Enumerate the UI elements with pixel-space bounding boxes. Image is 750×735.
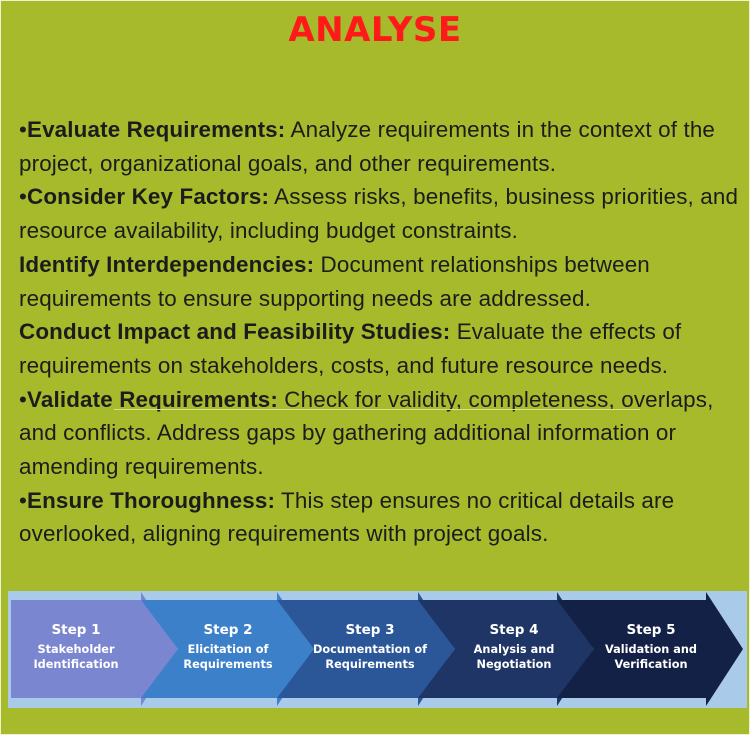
point-text: Analyze requirements in the context of the project, organizational goals, and other requirements. [19, 117, 716, 176]
step-subtitle [160, 642, 296, 672]
step-line: Elicitation of [187, 643, 269, 656]
bullet: • [19, 117, 27, 142]
point-label: Identify Interdependencies: [19, 251, 315, 277]
step-title: Step 1 [51, 622, 101, 638]
page-title: ANALYSE [288, 10, 462, 50]
point-label: Validate Requirements: [27, 386, 278, 412]
step-title: Step 5 [626, 622, 676, 638]
point-evaluate-requirements [19, 113, 739, 180]
step-subtitle [576, 642, 726, 672]
point-label: Conduct Impact and Feasibility Studies: [19, 319, 451, 345]
step-title: Step 3 [345, 622, 395, 638]
step-subtitle [11, 642, 141, 672]
step-line: Negotiation [476, 658, 552, 671]
step-line: Validation and [605, 643, 697, 656]
point-text: Assess risks, benefits, business priorities, and resource availability, including budget constraints. [19, 184, 739, 244]
point-ensure-thoroughness [19, 484, 739, 551]
point-text: This step ensures no critical details are overlooked, aligning requirements with project goals. [19, 487, 675, 547]
step-line: Requirements [183, 658, 273, 671]
step-5 [576, 621, 726, 672]
step-2 [160, 621, 296, 672]
point-impact-feasibility [19, 315, 739, 382]
bullet: • [19, 487, 27, 513]
step-line: Verification [614, 658, 688, 671]
point-text: Check for validity, completeness, overlaps, and conflicts. Address gaps by gathering additional information or amending requirements. [19, 386, 714, 480]
step-title: Step 2 [203, 622, 253, 638]
point-text: Document relationships between requirements to ensure supporting needs are addressed. [19, 251, 650, 311]
point-label: Consider Key Factors: [27, 184, 270, 210]
step-title: Step 4 [489, 622, 539, 638]
step-line: Analysis and [473, 643, 555, 656]
divider-line [114, 409, 640, 410]
bullet: • [19, 386, 27, 412]
point-text: Evaluate the effects of requirements on stakeholders, costs, and future resource needs. [19, 319, 682, 378]
point-label: Ensure Thoroughness: [27, 487, 276, 513]
step-1 [11, 621, 141, 672]
step-line: Documentation of [312, 643, 428, 656]
point-identify-interdependencies [19, 248, 739, 315]
step-line: Requirements [325, 658, 415, 671]
bullet: • [19, 184, 27, 210]
step-line: Stakeholder [37, 643, 115, 656]
step-subtitle [444, 642, 584, 672]
step-subtitle [298, 642, 442, 672]
step-3 [298, 621, 442, 672]
point-validate-requirements [19, 383, 739, 484]
point-label: Evaluate Requirements: [27, 117, 286, 142]
analysis-points [19, 113, 739, 551]
point-consider-key-factors [19, 180, 739, 247]
step-line: Identification [33, 658, 119, 671]
step-4 [444, 621, 584, 672]
process-steps [8, 591, 747, 712]
